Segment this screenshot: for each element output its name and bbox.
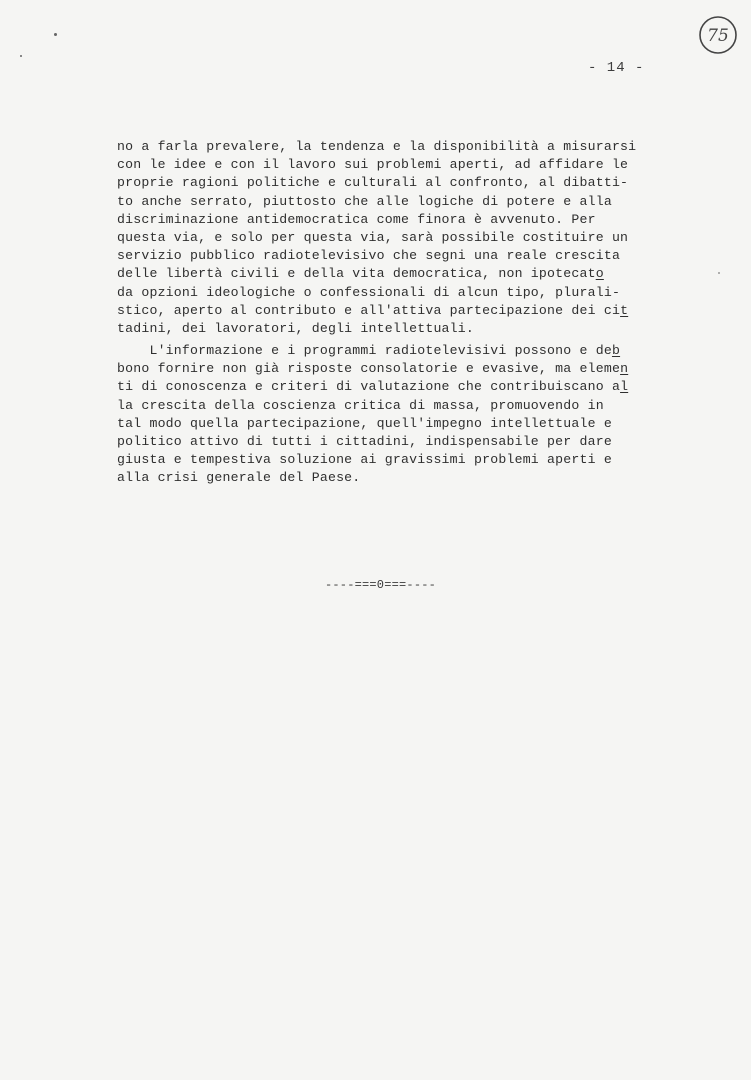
text-line bbox=[117, 302, 677, 320]
underlined-hyphenation: n bbox=[620, 361, 629, 377]
text-line: no a farla prevalere, la tendenza e la disponibilità a misurarsi bbox=[117, 139, 637, 154]
page-number: - 14 - bbox=[588, 60, 645, 76]
text-line: giusta e tempestiva soluzione ai gravissimi problemi aperti e bbox=[117, 452, 612, 468]
archive-number-text: 75 bbox=[707, 26, 729, 46]
text-line-main: L'informazione e i programmi radiotelevisivi possono e de bbox=[117, 343, 612, 359]
text-line bbox=[117, 378, 677, 396]
underlined-hyphenation: o bbox=[595, 266, 604, 282]
scan-speck bbox=[20, 55, 22, 57]
scan-speck bbox=[54, 33, 57, 36]
text-line: discriminazione antidemocratica come finora è avvenuto. Per bbox=[117, 211, 596, 227]
text-line: la crescita della coscienza critica di massa, promuovendo in bbox=[117, 397, 604, 413]
underlined-hyphenation: t bbox=[620, 302, 629, 318]
text-line: politico attivo di tutti i cittadini, indispensabile per dare bbox=[117, 434, 612, 449]
text-line-main: ti di conoscenza e criteri di valutazione che contribuiscano a bbox=[117, 379, 621, 395]
text-line: tadini, dei lavoratori, degli intellettuali. bbox=[117, 320, 475, 336]
underlined-hyphenation: l bbox=[620, 379, 629, 395]
archive-number-stamp bbox=[697, 14, 739, 56]
text-line-main: stico, aperto al contributo e all'attiva partecipazione dei ci bbox=[117, 302, 621, 318]
text-line: con le idee e con il lavoro sui problemi aperti, ad affidare le bbox=[117, 157, 629, 173]
text-line-main: bono fornire non già risposte consolatorie e evasive, ma eleme bbox=[117, 361, 621, 377]
underlined-hyphenation: b bbox=[611, 343, 621, 359]
document-body bbox=[117, 138, 677, 488]
text-line: to anche serrato, piuttosto che alle logiche di potere e alla bbox=[117, 193, 612, 209]
text-line bbox=[117, 342, 677, 360]
text-line: questa via, e solo per questa via, sarà possibile costituire un bbox=[117, 229, 629, 245]
text-line: da opzioni ideologiche o confessionali di alcun tipo, plurali- bbox=[117, 284, 621, 300]
paragraph-1 bbox=[117, 138, 677, 338]
circled-number-mark bbox=[697, 14, 739, 56]
text-line: tal modo quella partecipazione, quell'impegno intellettuale e bbox=[117, 415, 612, 431]
text-line bbox=[117, 360, 677, 378]
paragraph-2 bbox=[117, 342, 677, 488]
section-separator: ----===0===---- bbox=[325, 578, 437, 592]
text-line: servizio pubblico radiotelevisivo che segni una reale crescita bbox=[117, 248, 621, 264]
text-line bbox=[117, 265, 677, 283]
text-line-main: delle libertà civili e della vita democratica, non ipotecat bbox=[117, 266, 596, 282]
text-line: proprie ragioni politiche e culturali al confronto, al dibatti- bbox=[117, 175, 629, 191]
scan-speck bbox=[718, 272, 720, 274]
text-line: alla crisi generale del Paese. bbox=[117, 470, 361, 486]
